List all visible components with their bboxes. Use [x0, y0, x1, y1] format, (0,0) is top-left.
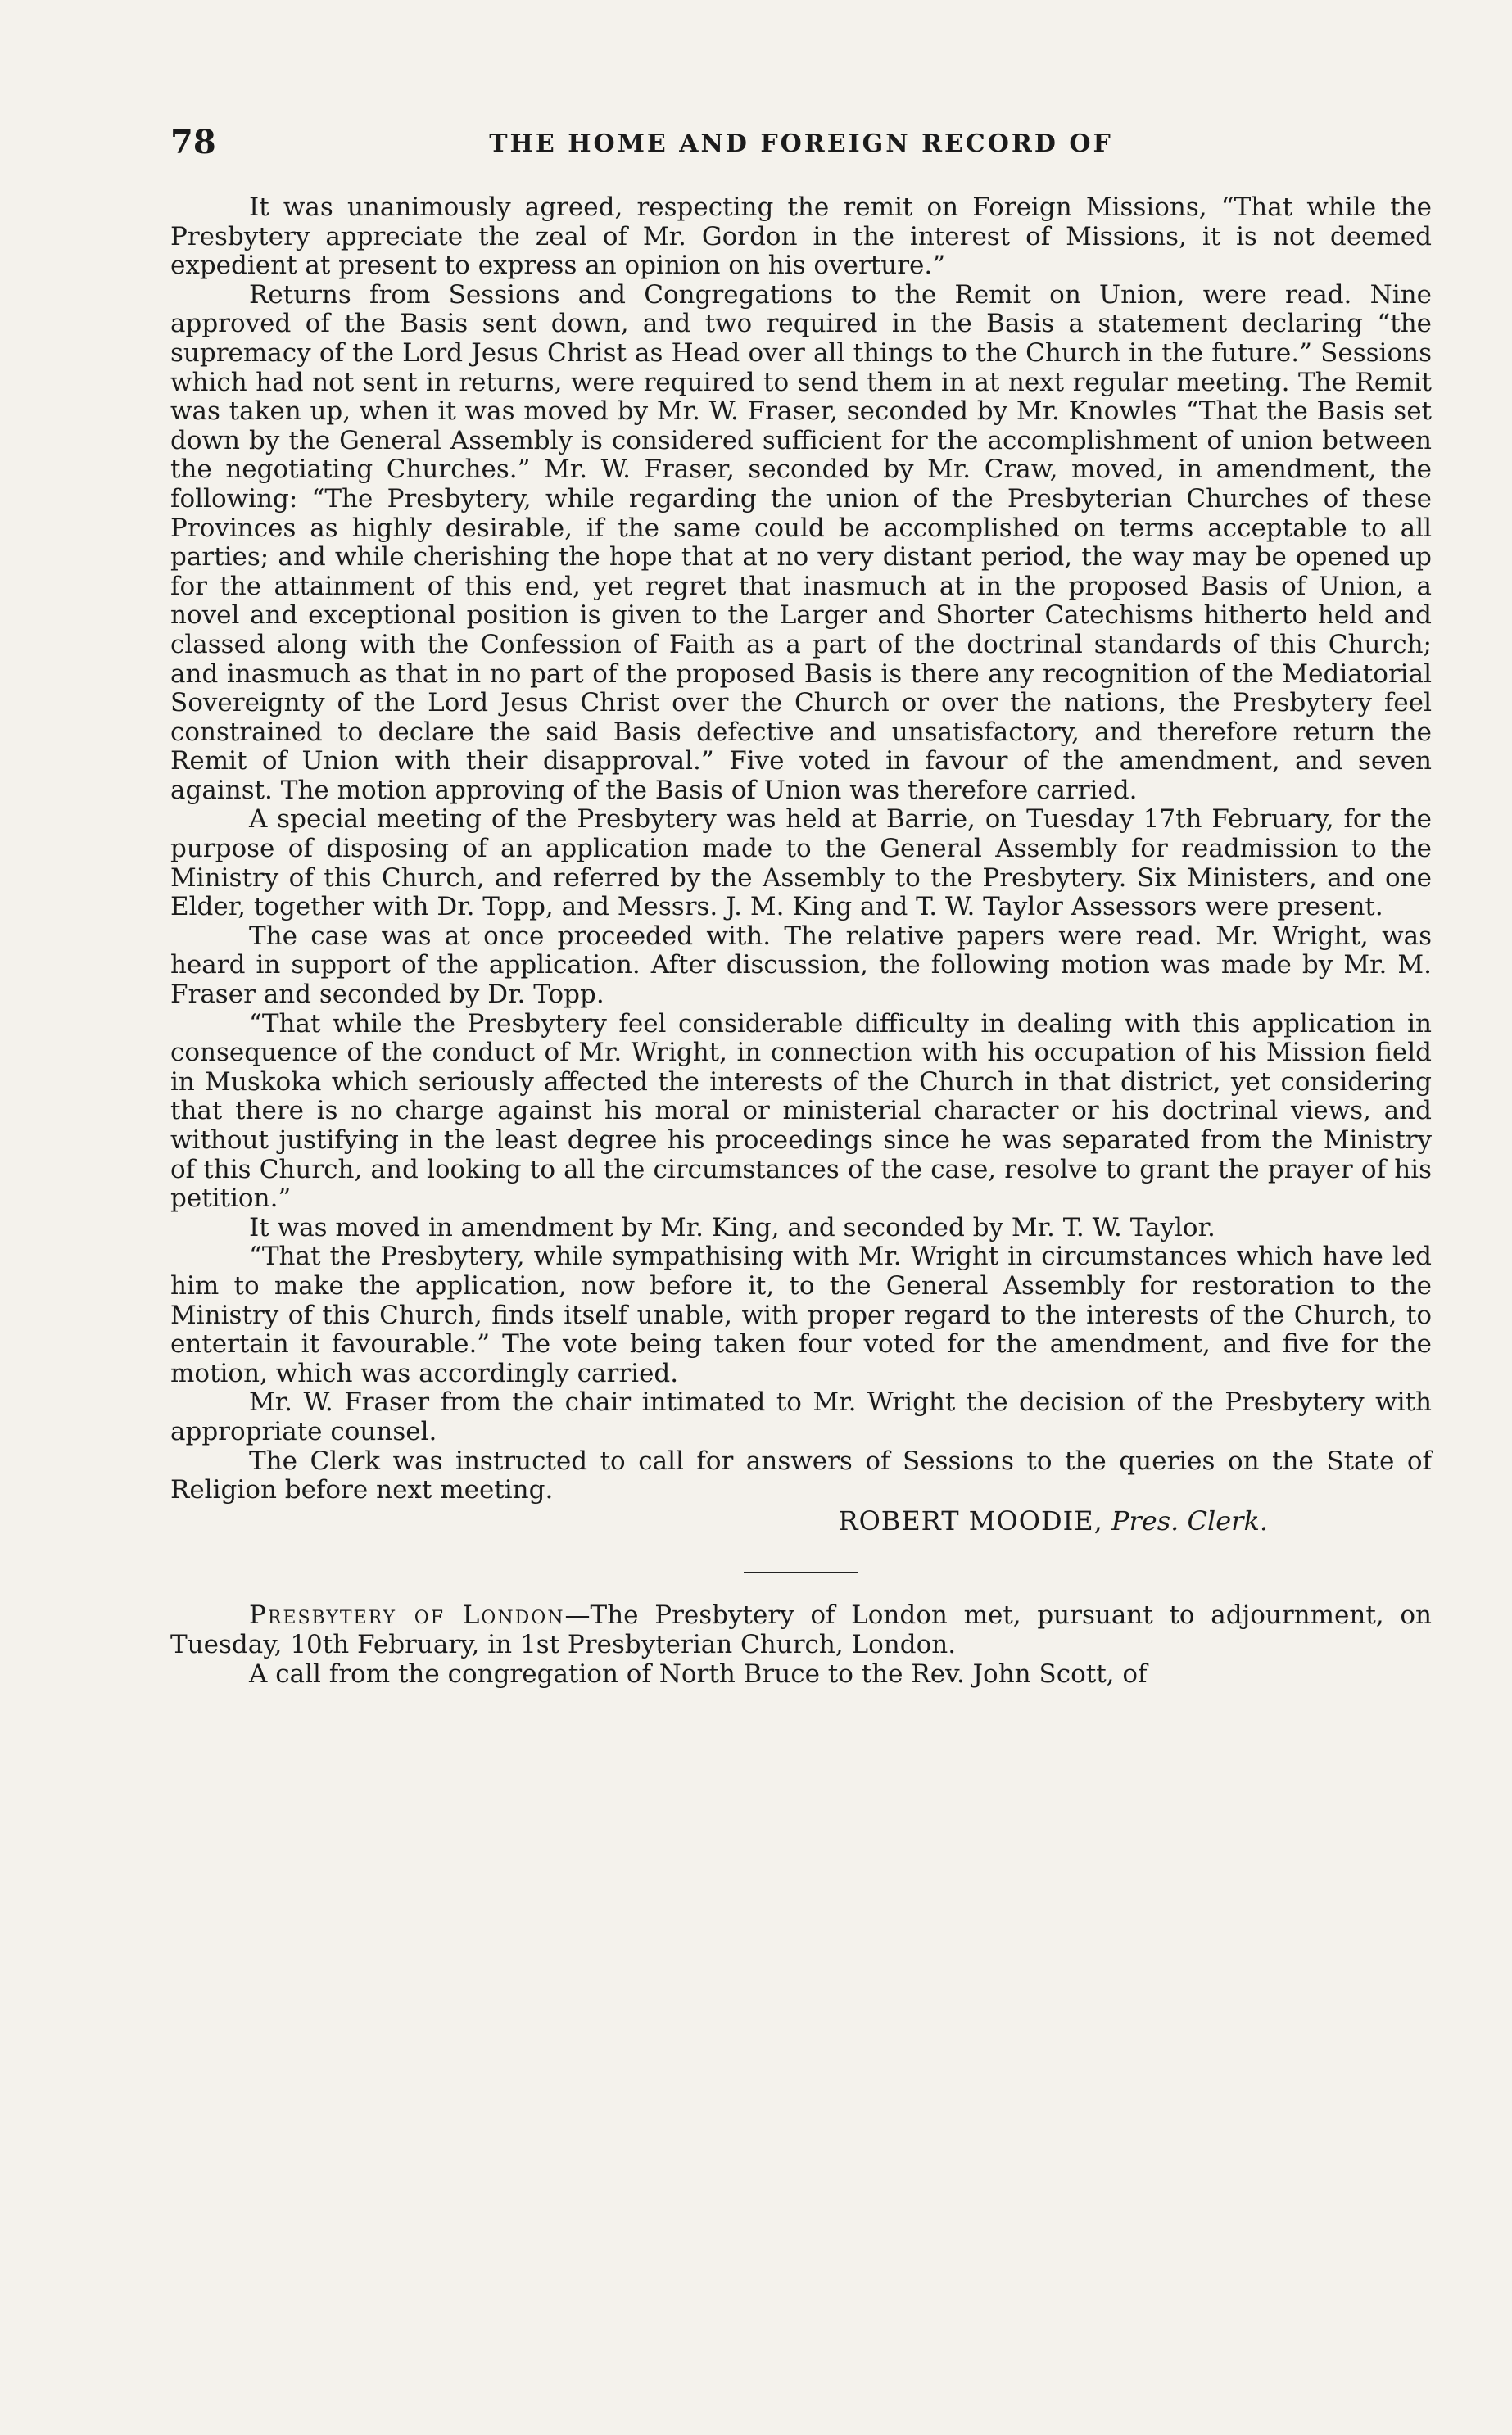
paragraph-foreign-missions: It was unanimously agreed, respecting the remit on Foreign Missions, “That while the Presbytery appreciate the zeal of Mr. Gordon in the interest of Missions, it is not deemed expedient at present to express an opinion on his overture.” [170, 192, 1432, 281]
paragraph-case-proceeded: The case was at once proceeded with. The relative papers were read. Mr. Wright, was heard in support of the application. After discussion, the following motion was made by Mr. M. Fraser and seconded by Dr. Topp. [170, 921, 1432, 1010]
page-header [170, 123, 1432, 172]
clerk-signature [170, 1507, 1432, 1537]
paragraph-north-bruce-call: A call from the congregation of North Bruce to the Rev. John Scott, of [249, 1659, 1148, 1689]
paragraph-amendment-quote: “That the Presbytery, while sympathising with Mr. Wright in circumstances which have led him to make the application, now before it, to the General Assembly for restoration to the Ministry of this Church, finds itself unable, with proper regard to the interests of the Church, to entertain it favourable.” The vote being taken four voted for the amendment, and five for the motion, which was accordingly carried. [170, 1242, 1432, 1388]
paragraph-amendment-moved: It was moved in amendment by Mr. King, and seconded by Mr. T. W. Taylor. [249, 1212, 1215, 1242]
paragraph-motion-quote: “That while the Presbytery feel considerable difficulty in dealing with this application in consequence of the conduct of Mr. Wright, in connection with his occupation of his Mission field in Muskoka which seriously affected the interests of the Church in that district, yet considering that there is no charge against his moral or ministerial character or his doctrinal views, and without justifying in the least degree his proceedings since he was separated from the Ministry of this Church, and looking to all the circumstances of the case, resolve to grant the prayer of his petition.” [170, 1008, 1432, 1214]
paragraph-remit-on-union: Returns from Sessions and Congregations to the Remit on Union, were read. Nine approved of the Basis sent down, and two required in the Basis a statement declaring “the supremacy of the Lord Jesus Christ as Head over all things to the Church in the future.” Sessions which had not sent in returns, were required to send them in at next regular meeting. The Remit was taken up, when it was moved by Mr. W. Fraser, seconded by Mr. Knowles “That the Basis set down by the General Assembly is considered sufficient for the accomplishment of union between the negotiating Churches.” Mr. W. Fraser, seconded by Mr. Craw, moved, in amendment, the following: “The Presbytery, while regarding the union of the Presbyterian Churches of these Provinces as highly desirable, if the same could be accomplished on terms acceptable to all parties; and while cherishing the hope that at no very distant period, the way may be opened up for the attainment of this end, yet regret that inasmuch at in the proposed Basis of Union, a novel and exceptional position is given to the Larger and Shorter Catechisms hitherto held and classed along with the Confession of Faith as a part of the doctrinal standards of this Church; and inasmuch as that in no part of the proposed Basis is there any recognition of the Mediatorial Sovereignty of the Lord Jesus Christ over the Church or over the nations, the Presbytery feel constrained to declare the said Basis defective and unsatisfactory, and therefore return the Remit of Union with their disapproval.” Five voted in favour of the amendment, and seven against. The motion approving of the Basis of Union was therefore carried. [170, 279, 1432, 805]
page-number: 78 [170, 123, 216, 161]
paragraph-clerk-instructed: The Clerk was instructed to call for answers of Sessions to the queries on the State of Religion before next meeting. [170, 1446, 1432, 1505]
signature-title: Pres. Clerk. [1111, 1505, 1268, 1537]
section-heading-london: Presbytery of London [249, 1600, 565, 1631]
paragraph-decision-intimated: Mr. W. Fraser from the chair intimated to Mr. Wright the decision of the Presbytery with appropriate counsel. [170, 1387, 1432, 1446]
paragraph-london-presbytery [170, 1601, 1432, 1659]
paragraph-special-meeting: A special meeting of the Presbytery was held at Barrie, on Tuesday 17th February, for the purpose of disposing of an application made to the General Assembly for readmission to the Ministry of this Church, and referred by the Assembly to the Presbytery. Six Ministers, and one Elder, together with Dr. Topp, and Messrs. J. M. King and T. W. Taylor Assessors were present. [170, 804, 1432, 922]
london-intro-text: —The Presbytery of London met, pursuant to adjournment, on Tuesday, 10th February, in 1st Presbyterian Church, London. [170, 1600, 1432, 1659]
running-title: THE HOME AND FOREIGN RECORD OF [489, 129, 1113, 158]
signature-name: ROBERT MOODIE, [838, 1505, 1103, 1537]
section-divider [744, 1572, 858, 1573]
body-text [170, 193, 1432, 1689]
